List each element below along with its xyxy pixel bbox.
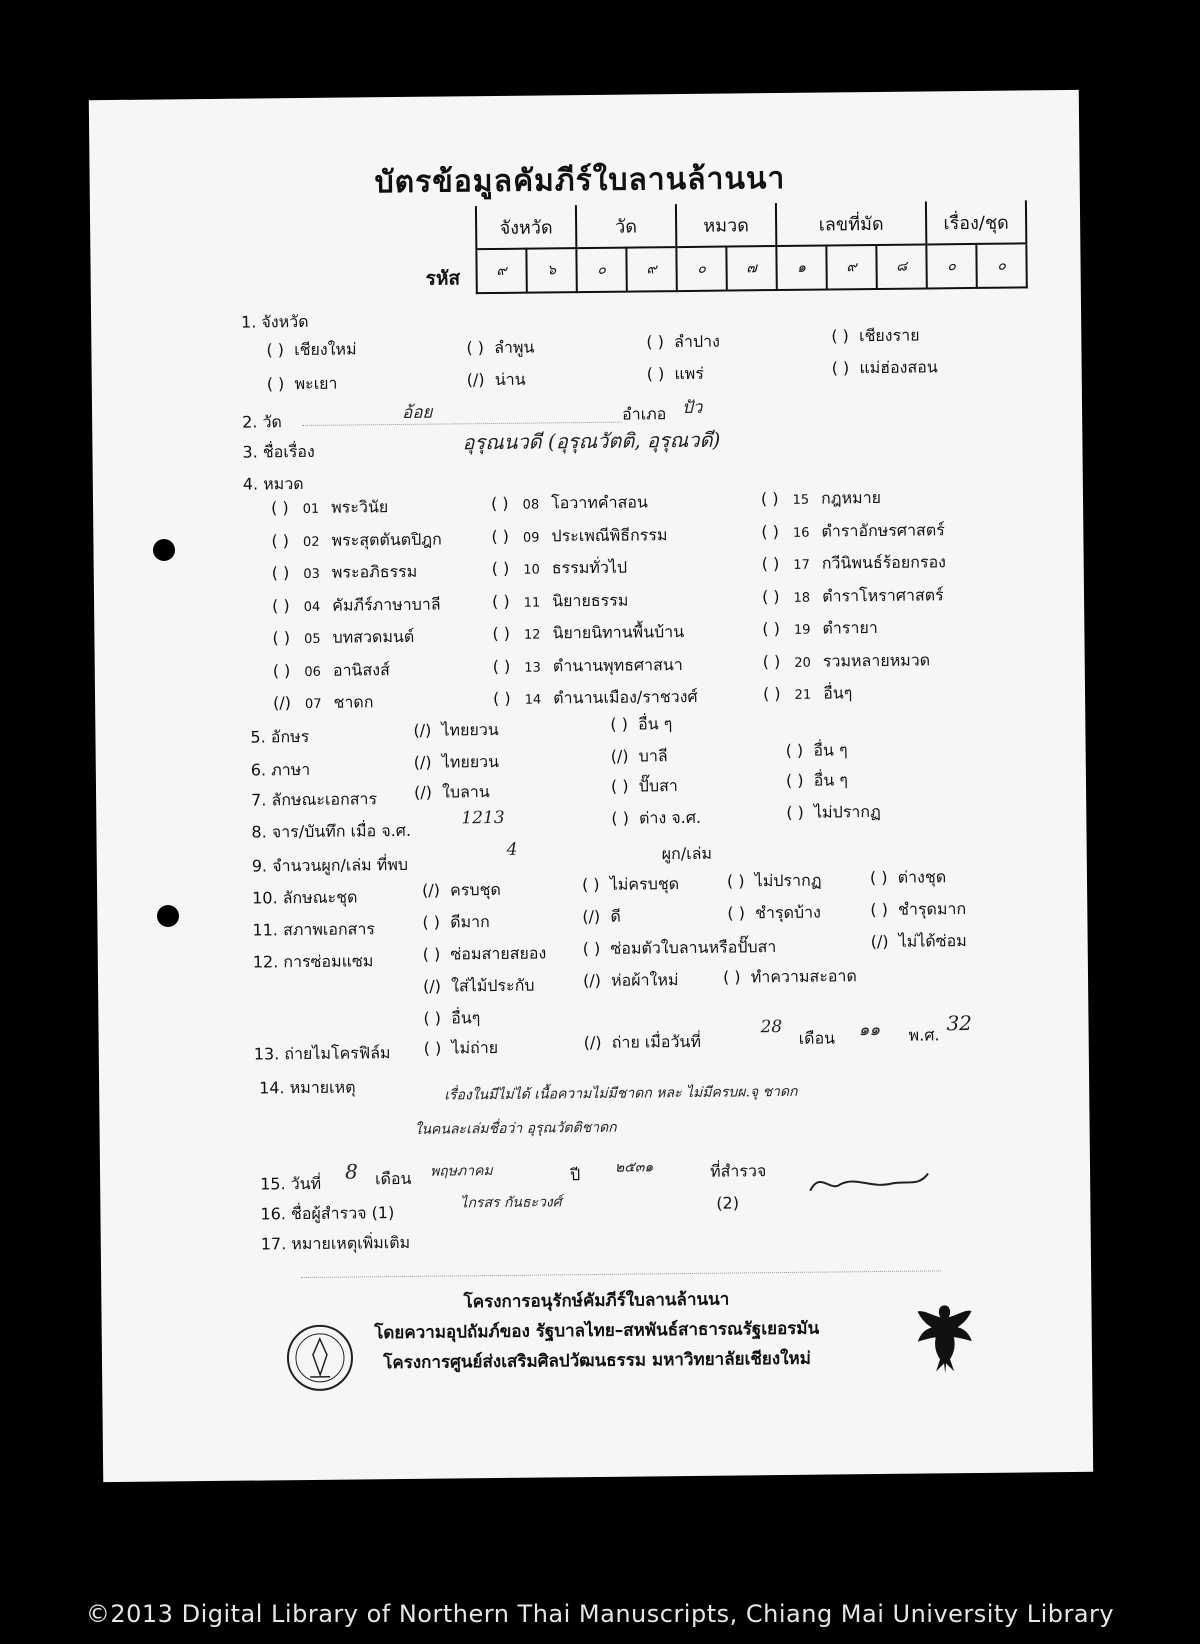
code-digit: ๙ <box>476 249 526 294</box>
category-label: ตำนานเมือง/ราชวงศ์ <box>553 686 698 708</box>
category-label: กวีนิพนธ์ร้อยกรอง <box>821 552 947 573</box>
q7-label: 7. ลักษณะเอกสาร <box>251 789 378 810</box>
q7-option-checked[interactable]: (/) ใบลาน <box>413 782 490 802</box>
q8-option[interactable]: ( ) ไม่ปรากฏ <box>786 801 881 822</box>
q2-temple-value: อ้อย <box>401 402 433 423</box>
q5-option[interactable]: ( ) อื่น ๆ <box>610 714 673 734</box>
q12-option[interactable]: ( ) ทำความสะอาด <box>722 966 857 987</box>
code-digit: ๖ <box>526 248 576 293</box>
q12-label: 12. การซ่อมแซม <box>252 951 374 972</box>
checkbox-mark[interactable]: ( ) <box>490 493 509 514</box>
q4-category-option[interactable] <box>491 523 667 550</box>
code-digit: ๙ <box>826 245 876 290</box>
q10-option[interactable]: ( ) ไม่ครบชุด <box>581 874 680 895</box>
q1-option[interactable]: ( ) ลำพูน <box>466 337 535 358</box>
q6-option-checked[interactable]: (/) ไทยยวน <box>413 751 500 772</box>
code-digit: ๐ <box>926 244 976 289</box>
q2-amphoe-value: ปัว <box>681 397 703 419</box>
code-digit: ๑ <box>776 246 826 291</box>
checkbox-mark[interactable]: ( ) <box>491 558 510 579</box>
q15-month-label: เดือน <box>375 1168 412 1189</box>
checkbox-mark[interactable]: ( ) <box>492 688 511 709</box>
category-label: ตำราโหราศาสตร์ <box>822 584 944 606</box>
code-digit: ๐ <box>576 248 626 293</box>
category-number: 15 <box>792 492 810 508</box>
q7-option[interactable]: ( ) ปั๊บสา <box>610 776 678 796</box>
q9-count-value: 4 <box>506 839 518 860</box>
category-number: 16 <box>792 525 810 541</box>
q11-option[interactable]: ( ) ดีมาก <box>422 912 490 932</box>
q4-category-option[interactable] <box>763 648 931 675</box>
footer-line3: โครงการศูนย์ส่งเสริมศิลปวัฒนธรรม มหาวิทยาลัยเชียงใหม่ <box>383 1348 811 1374</box>
category-label: รวมหลายหมวด <box>822 649 931 671</box>
punch-hole <box>157 905 179 927</box>
q1-label: 1. จังหวัด <box>241 311 309 332</box>
checkbox-mark[interactable]: ( ) <box>761 586 780 606</box>
university-seal-icon <box>285 1323 356 1394</box>
footer-line1: โครงการอนุรักษ์คัมภีร์ใบลานล้านนา <box>463 1289 730 1313</box>
checkbox-mark[interactable]: ( ) <box>761 554 780 574</box>
q9-unit: ผูก/เล่ม <box>661 843 713 864</box>
q4-category-option[interactable] <box>272 625 414 651</box>
q4-label: 4. หมวด <box>242 473 304 494</box>
q2-label: 2. วัด <box>242 412 283 432</box>
german-eagle-icon <box>913 1301 976 1378</box>
q12-option-checked[interactable]: (/) ห่อผ้าใหม่ <box>582 970 679 991</box>
category-label: พระอภิธรรม <box>331 561 418 582</box>
category-label: ตำราอักษรศาสตร์ <box>821 519 945 541</box>
signature-mark <box>800 1161 940 1202</box>
checkbox-mark[interactable]: ( ) <box>272 660 291 680</box>
q8-label: 8. จาร/บันทึก เมื่อ จ.ศ. <box>251 820 412 842</box>
category-number: 04 <box>303 599 321 615</box>
checkbox-mark[interactable]: ( ) <box>762 651 781 671</box>
category-number: 12 <box>523 627 541 643</box>
q4-category-option[interactable] <box>762 583 944 610</box>
category-label: ชาดก <box>333 692 374 712</box>
q17-dotted-line <box>301 1269 941 1278</box>
q12-option[interactable]: ( ) ซ่อมสายสยอง <box>422 943 547 964</box>
q13-day-value: 28 <box>760 1017 783 1038</box>
category-label: คัมภีร์ภาษาบาลี <box>332 594 441 615</box>
q1-option[interactable]: ( ) แพร่ <box>646 363 704 384</box>
q1-option[interactable]: ( ) เชียงใหม่ <box>266 339 357 360</box>
q4-category-option[interactable] <box>493 685 698 712</box>
footer-line2: โดยความอุปถัมภ์ของ รัฐบาลไทย–สหพันธ์สาธารณรัฐเยอรมัน <box>374 1318 820 1344</box>
category-number: 02 <box>302 534 320 550</box>
category-label: ตำนานพุทธศาสนา <box>552 654 683 675</box>
q4-category-option[interactable] <box>492 620 684 647</box>
q10-option-checked[interactable]: (/) ครบชุด <box>421 879 501 900</box>
q10-label: 10. ลักษณะชุด <box>252 887 358 908</box>
checkbox-mark[interactable]: ( ) <box>492 656 511 676</box>
category-label: ประเพณีพิธีกรรม <box>551 524 668 545</box>
category-number: 01 <box>302 501 320 518</box>
q1-option[interactable]: ( ) เชียงราย <box>831 325 920 346</box>
checkbox-mark[interactable]: ( ) <box>762 684 781 704</box>
category-label: อานิสงส์ <box>332 659 390 680</box>
q5-label: 5. อักษร <box>250 726 310 747</box>
copyright-notice: ©2013 Digital Library of Northern Thai Manuscripts, Chiang Mai University Library <box>85 1600 1115 1628</box>
q5-option-checked[interactable]: (/) ไทยยวน <box>413 719 499 740</box>
category-label: อื่นๆ <box>823 683 853 703</box>
q16-label: 16. ชื่อผู้สำรวจ (1) <box>260 1203 395 1224</box>
category-label: พระวินัย <box>331 497 389 517</box>
q4-category-option[interactable] <box>763 681 853 707</box>
q3-title-value: อุรุณนวดี (อุรุณวัตติ, อุรุณวดี) <box>462 427 721 455</box>
code-digit: ๗ <box>726 246 776 291</box>
category-label: ตำรายา <box>822 617 878 638</box>
q12-option[interactable]: ( ) ซ่อมตัวใบลานหรือปั๊บสา <box>582 937 777 959</box>
q1-option[interactable]: ( ) ลำปาง <box>646 331 720 352</box>
category-label: นิยายธรรม <box>552 590 629 610</box>
q1-option[interactable]: ( ) แม่ฮ่องสอน <box>831 357 938 378</box>
q11-option-checked[interactable]: (/) ดี <box>582 906 621 927</box>
category-number: 14 <box>524 692 542 708</box>
q12-option-checked[interactable]: (/) ใส่ไม้ประกับ <box>422 975 535 996</box>
category-number: 07 <box>304 696 322 712</box>
q15-day-value: 8 <box>344 1159 358 1184</box>
category-number: 10 <box>523 562 540 578</box>
category-number: 19 <box>793 622 811 638</box>
q15-year-value: ๒๕๓๑ <box>614 1159 654 1176</box>
q6-option[interactable]: ( ) อื่น ๆ <box>785 740 848 760</box>
code-table <box>475 200 1028 294</box>
category-label: ธรรมทั่วไป <box>551 557 628 578</box>
q14-remark-line2: ในคนละเล่มชื่อว่า อุรุณวัตติชาดก <box>414 1119 617 1138</box>
q15-suffix: ที่สำรวจ <box>709 1161 767 1181</box>
q10-option[interactable]: ( ) ต่างชุด <box>869 867 947 888</box>
punch-hole <box>153 539 175 561</box>
code-digit: ๐ <box>676 247 726 292</box>
q17-label: 17. หมายเหตุเพิ่มเติม <box>260 1232 411 1254</box>
checkbox-mark[interactable]: ( ) <box>271 530 290 550</box>
q1-option-checked[interactable]: (/) น่าน <box>466 369 526 390</box>
q13-month-label: เดือน <box>798 1028 836 1048</box>
checkbox-mark[interactable]: ( ) <box>492 623 511 644</box>
category-number: 13 <box>524 660 541 676</box>
category-number: 09 <box>522 530 540 546</box>
category-label: กฎหมาย <box>821 487 882 508</box>
category-label: โอวาทคำสอน <box>551 492 648 513</box>
checkbox-mark[interactable]: ( ) <box>491 526 510 546</box>
code-header-bundle: เลขที่มัด <box>776 201 926 246</box>
category-number: 18 <box>793 590 811 606</box>
category-label: พระสุตตันตปิฎก <box>331 529 442 550</box>
category-number: 17 <box>793 557 810 573</box>
q4-category-option[interactable] <box>272 592 441 619</box>
checkbox-mark[interactable]: (/) <box>273 693 292 713</box>
data-card <box>89 90 1093 1482</box>
q2-amphoe-label: อำเภอ <box>622 404 667 424</box>
q13-year-value: 32 <box>946 1011 973 1036</box>
q13-label: 13. ถ่ายไมโครฟิล์ม <box>253 1043 391 1064</box>
q6-label: 6. ภาษา <box>250 759 311 780</box>
q12-option-checked[interactable]: (/) ไม่ได้ซ่อม <box>870 931 967 952</box>
q4-category-option[interactable] <box>491 490 648 517</box>
code-digit: ๘ <box>876 244 926 289</box>
q14-label: 14. หมายเหตุ <box>259 1077 356 1098</box>
q13-month-value: ๑๑ <box>858 1019 881 1041</box>
q10-option[interactable]: ( ) ไม่ปรากฏ <box>726 870 822 891</box>
q4-category-option[interactable] <box>271 495 388 521</box>
q12-option[interactable]: ( ) อื่นๆ <box>423 1008 481 1028</box>
code-digit: ๙ <box>626 247 676 292</box>
q4-category-option[interactable] <box>492 588 629 614</box>
category-number: 03 <box>303 566 320 583</box>
q4-category-option[interactable] <box>273 658 390 684</box>
q14-remark-line1: เรื่องในมีไม่ได้ เนื้อความไม่มีชาดก หละ ไม่มีครบผ.จุ ชาดก <box>444 1083 798 1104</box>
q16-surveyor1-value: ไกรสร กันธะวงศ์ <box>460 1194 562 1212</box>
q15-year-label: ปี <box>569 1165 581 1185</box>
q9-label: 9. จำนวนผูก/เล่ม ที่พบ <box>251 854 409 876</box>
q4-category-option[interactable] <box>761 518 945 545</box>
code-header-category: หมวด <box>676 203 776 247</box>
q4-category-option[interactable] <box>272 560 418 587</box>
form-title: บัตรข้อมูลคัมภีร์ใบลานล้านนา <box>374 160 786 201</box>
q16-label2: (2) <box>716 1193 740 1213</box>
category-number: 05 <box>303 631 321 647</box>
code-header-province: จังหวัด <box>476 205 576 249</box>
q13-option[interactable]: ( ) ไม่ถ่าย <box>423 1037 499 1058</box>
q4-category-option[interactable] <box>761 486 881 512</box>
checkbox-mark[interactable]: ( ) <box>271 595 290 615</box>
q4-category-option[interactable] <box>762 550 947 577</box>
checkbox-mark[interactable]: ( ) <box>762 619 781 639</box>
q4-category-option[interactable] <box>492 556 628 582</box>
checkbox-mark[interactable]: ( ) <box>491 591 510 611</box>
checkbox-mark[interactable]: ( ) <box>272 628 291 648</box>
code-header-temple: วัด <box>576 204 676 248</box>
q15-month-value: พฤษภาคม <box>429 1163 493 1180</box>
code-header-set: เรื่อง/ชุด <box>926 200 1026 244</box>
category-number: 21 <box>794 687 812 703</box>
checkbox-mark[interactable]: ( ) <box>761 521 780 541</box>
q4-category-option-checked[interactable] <box>273 690 374 716</box>
q6-option-checked[interactable]: (/) บาลี <box>610 746 668 766</box>
category-number: 20 <box>794 655 811 671</box>
q11-option[interactable]: ( ) ชำรุดบ้าง <box>727 902 821 923</box>
q4-category-option[interactable] <box>762 616 878 642</box>
category-label: บทสวดมนต์ <box>332 626 415 647</box>
category-label: นิยายนิทานพื้นบ้าน <box>552 622 685 643</box>
checkbox-mark[interactable]: ( ) <box>271 563 290 583</box>
q1-option[interactable]: ( ) พะเยา <box>266 373 338 394</box>
code-label: รหัส <box>425 267 461 290</box>
code-digit: ๐ <box>976 243 1026 288</box>
q13-year-label: พ.ศ. <box>908 1025 940 1045</box>
q15-label: 15. วันที่ <box>260 1173 322 1194</box>
category-number: 08 <box>522 497 540 513</box>
q8-year-value: 1213 <box>461 807 505 829</box>
category-number: 11 <box>523 595 541 611</box>
q11-option[interactable]: ( ) ชำรุดมาก <box>870 899 967 920</box>
q8-option[interactable]: ( ) ต่าง จ.ศ. <box>611 807 702 828</box>
q4-category-option[interactable] <box>493 653 683 680</box>
q13-option-checked[interactable]: (/) ถ่าย เมื่อวันที่ <box>583 1031 702 1053</box>
q3-label: 3. ชื่อเรื่อง <box>242 441 315 462</box>
checkbox-mark[interactable]: ( ) <box>270 498 289 518</box>
q7-option[interactable]: ( ) อื่น ๆ <box>785 770 849 790</box>
q4-category-option[interactable] <box>271 527 442 554</box>
checkbox-mark[interactable]: ( ) <box>760 489 779 509</box>
category-number: 06 <box>304 664 321 680</box>
q11-label: 11. สภาพเอกสาร <box>252 919 376 940</box>
